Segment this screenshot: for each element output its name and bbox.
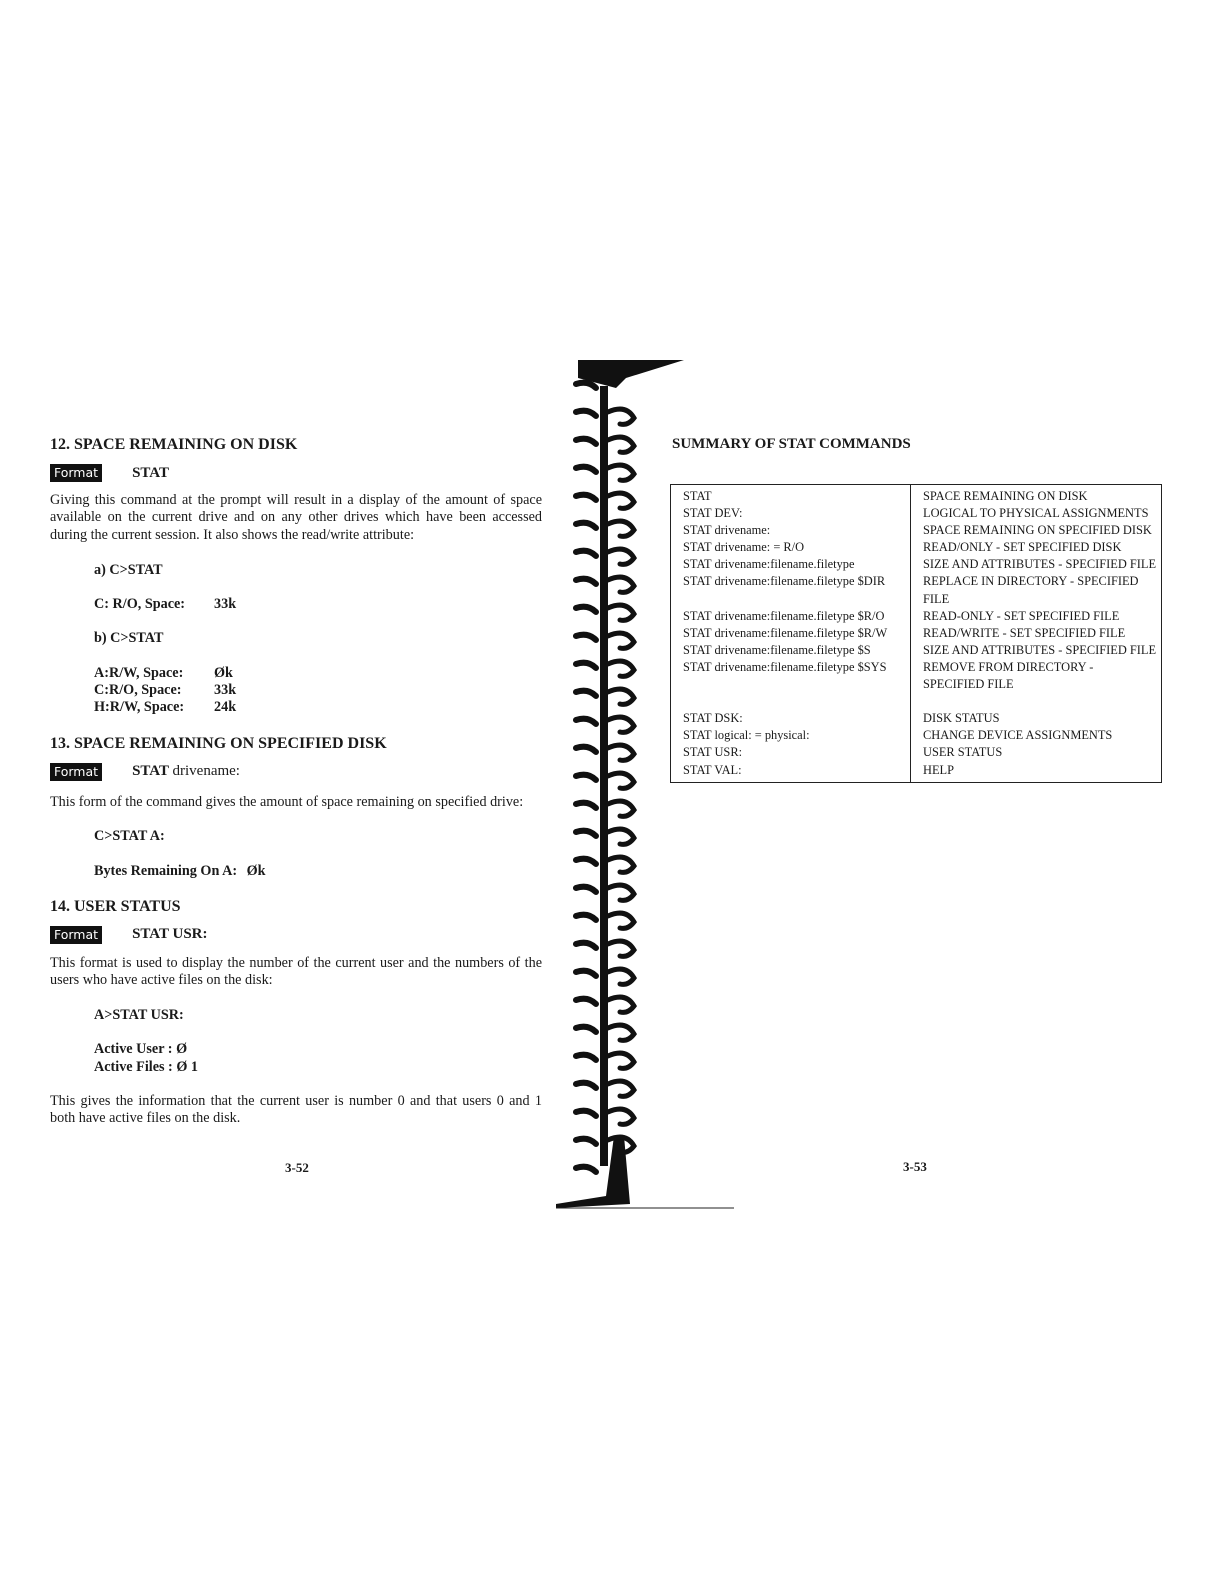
format-badge: Format: [50, 464, 102, 482]
description-cell: LOGICAL TO PHYSICAL ASSIGNMENTS: [923, 506, 1149, 521]
example-b-command: b) C>STAT: [94, 630, 164, 647]
section-14-example: A>STAT USR:: [94, 1007, 184, 1024]
description-cell: SPECIFIED FILE: [923, 677, 1014, 692]
output-value: Øk: [246, 863, 266, 880]
section-12-title: 12. SPACE REMAINING ON DISK: [50, 436, 298, 453]
command-name: STAT: [132, 763, 169, 780]
format-badge: Format: [50, 926, 102, 944]
description-cell: SPACE REMAINING ON SPECIFIED DISK: [923, 523, 1152, 538]
command-cell: [683, 591, 910, 608]
command-cell: [683, 693, 910, 710]
description-cell: SIZE AND ATTRIBUTES - SPECIFIED FILE: [923, 557, 1157, 572]
summary-table: [670, 484, 1162, 783]
output-label: C:R/O, Space:: [94, 682, 182, 699]
description-cell: REMOVE FROM DIRECTORY -: [923, 659, 1094, 674]
description-cell: SIZE AND ATTRIBUTES - SPECIFIED FILE: [923, 642, 1157, 657]
summary-title: SUMMARY OF STAT COMMANDS: [672, 436, 911, 452]
command-cell: [683, 676, 910, 693]
output-label: C: R/O, Space:: [94, 596, 186, 613]
section-12-format: [50, 464, 542, 482]
description-cell: READ/ONLY - SET SPECIFIED DISK: [923, 540, 1122, 555]
output-row: [50, 699, 542, 716]
command-cell: STAT logical: = physical:: [683, 728, 810, 743]
description-cell: USER STATUS: [923, 745, 1003, 760]
section-13-format: [50, 763, 542, 781]
command-cell: STAT drivename: = R/O: [683, 540, 805, 555]
command-cell: STAT drivename:filename.filetype $DIR: [683, 574, 886, 589]
descriptions-column: [911, 485, 1161, 782]
command-cell: STAT USR:: [683, 745, 743, 760]
output-value: Øk: [214, 664, 233, 681]
output-row: [50, 665, 542, 682]
description-cell: DISK STATUS: [923, 711, 1000, 726]
section-12-description: Giving this command at the prompt will result in a display of the amount of space available on the current drive and on any other drives which have been accessed during the current session. It also shows the read/write attribute:: [50, 492, 542, 543]
description-cell: REPLACE IN DIRECTORY - SPECIFIED: [923, 574, 1139, 589]
command-cell: STAT VAL:: [683, 762, 742, 777]
left-page: [50, 436, 542, 1128]
description-cell: HELP: [923, 762, 954, 777]
command-argument: drivename:: [172, 763, 240, 780]
section-14-title: 14. USER STATUS: [50, 897, 181, 915]
description-cell: READ-ONLY - SET SPECIFIED FILE: [923, 608, 1120, 623]
command-cell: STAT drivename:filename.filetype $R/W: [683, 625, 888, 640]
format-command: STAT: [132, 464, 170, 481]
section-14-description: This format is used to display the number of the current user and the numbers of the users who have active files on the disk:: [50, 954, 542, 988]
output-value: 33k: [214, 682, 237, 699]
description-cell: FILE: [923, 591, 950, 606]
format-command: [132, 763, 240, 780]
section-14-closing: This gives the information that the current user is number 0 and that users 0 and 1 both have active files on the disk.: [50, 1093, 542, 1127]
description-cell: SPACE REMAINING ON DISK: [923, 489, 1088, 503]
description-cell: CHANGE DEVICE ASSIGNMENTS: [923, 728, 1113, 743]
command-cell: STAT: [683, 489, 712, 503]
command-cell: STAT DEV:: [683, 506, 743, 521]
commands-column: [671, 485, 911, 782]
output-label: Bytes Remaining On A:: [94, 863, 238, 880]
section-13-example: C>STAT A:: [94, 827, 165, 844]
page-number-right: 3-53: [903, 1159, 927, 1174]
example-b-output: [50, 665, 542, 717]
output-row: [50, 682, 542, 699]
description-cell: READ/WRITE - SET SPECIFIED FILE: [923, 625, 1126, 640]
command-cell: STAT DSK:: [683, 711, 743, 726]
example-a-output: [50, 596, 542, 613]
section-14-format: [50, 926, 542, 944]
command-cell: STAT drivename:filename.filetype $SYS: [683, 659, 887, 674]
description-cell: [923, 693, 1161, 710]
section-13-title: 13. SPACE REMAINING ON SPECIFIED DISK: [50, 734, 387, 752]
output-value: 33k: [214, 596, 237, 613]
section-13-output: [50, 863, 542, 880]
format-badge: Format: [50, 763, 102, 781]
command-cell: STAT drivename:filename.filetype: [683, 557, 855, 572]
section-14-output-user: Active User : Ø: [94, 1041, 188, 1058]
output-label: A:R/W, Space:: [94, 664, 184, 681]
output-value: 24k: [214, 699, 237, 716]
section-13-description: This form of the command gives the amount of space remaining on specified drive:: [50, 793, 524, 810]
right-page: [672, 436, 1164, 453]
page-number-left: 3-52: [285, 1160, 309, 1175]
example-a-command: a) C>STAT: [94, 561, 163, 578]
section-14-output-files: Active Files : Ø 1: [94, 1058, 199, 1075]
command-cell: STAT drivename:filename.filetype $R/O: [683, 608, 885, 623]
output-label: H:R/W, Space:: [94, 699, 185, 716]
command-cell: STAT drivename:: [683, 523, 771, 538]
command-cell: STAT drivename:filename.filetype $S: [683, 642, 871, 657]
format-command: STAT USR:: [132, 926, 208, 943]
